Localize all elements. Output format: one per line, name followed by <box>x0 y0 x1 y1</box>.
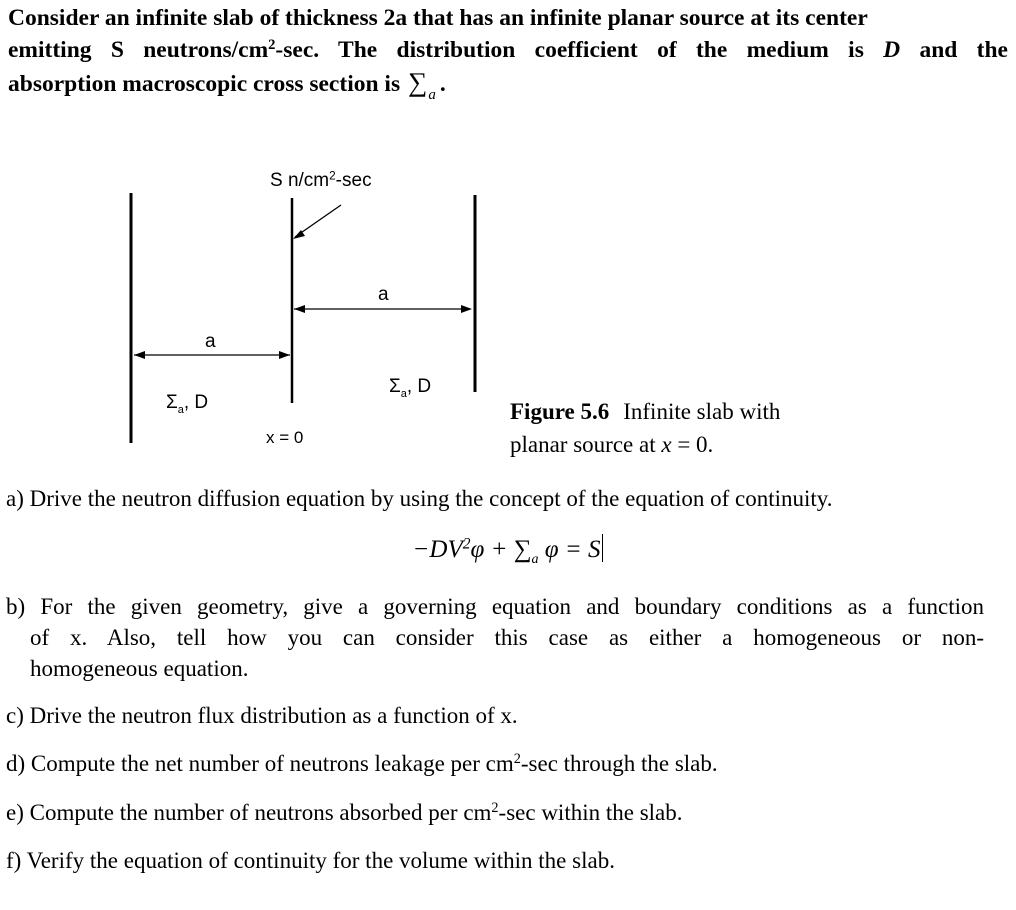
question-c <box>6 701 518 731</box>
equation-flux-symbol-2: φ <box>538 536 559 563</box>
equation-sigma-subscript: a <box>531 552 539 567</box>
right-medium-sigma-subscript: a <box>400 387 407 400</box>
left-half-thickness-label <box>205 331 216 353</box>
left-medium-diffusion: , D <box>183 392 209 413</box>
question-b-line-2: of x. Also, tell how you can consider this case as either a homogeneous or non- <box>30 625 984 650</box>
sigma-subscript: a <box>428 87 436 103</box>
question-d <box>6 749 718 779</box>
figure-caption <box>510 395 780 461</box>
origin-label-text: x = 0 <box>266 428 304 447</box>
right-dimension-arrowhead-left <box>294 305 305 313</box>
figure-caption-variable: x <box>661 432 672 457</box>
right-medium-properties <box>389 376 431 400</box>
problem-line-1 <box>8 2 1008 34</box>
sigma-symbol: ∑ <box>408 67 428 97</box>
problem-line-2-end: and the <box>900 37 1008 63</box>
figure-caption-text-3: = 0. <box>671 432 714 457</box>
figure-caption-text-2: planar source at <box>510 432 662 457</box>
question-b <box>6 591 984 684</box>
right-half-thickness-label <box>378 284 389 306</box>
left-medium-sigma-subscript: a <box>177 403 184 416</box>
figure-number: Figure 5.6 <box>510 399 610 424</box>
problem-statement <box>8 2 1008 103</box>
origin-label <box>266 428 303 448</box>
left-dimension-arrowhead-right <box>279 351 290 359</box>
question-c-text: c) Drive the neutron flux distribution as a function of x. <box>6 703 518 728</box>
text-cursor <box>602 534 603 562</box>
question-a-text: a) Drive the neutron diffusion equation by using the concept of the equation of continuity. <box>6 486 833 511</box>
figure-caption-text-1: Infinite slab with <box>623 399 781 424</box>
question-d-text-end: -sec through the slab. <box>520 751 718 776</box>
equation-plus: + <box>484 536 514 563</box>
equation-laplacian-power: 2 <box>462 535 471 553</box>
slab-diagram <box>0 150 1016 480</box>
problem-line-3 <box>8 66 1008 103</box>
figure-caption-line-2 <box>510 428 780 461</box>
problem-line-2 <box>8 34 1008 66</box>
left-medium-properties <box>166 392 208 416</box>
absorption-cross-section-symbol <box>408 66 436 103</box>
question-a <box>6 484 986 514</box>
problem-line-2-superscript: 2 <box>268 37 276 53</box>
right-medium-diffusion: , D <box>406 376 432 397</box>
question-f <box>6 846 615 876</box>
problem-line-3-period: . <box>439 71 446 97</box>
right-medium-sigma: Σ <box>389 376 401 397</box>
diffusion-coefficient-symbol: D <box>883 37 901 63</box>
problem-line-2-start: emitting S neutrons/cm <box>8 37 269 63</box>
right-half-thickness-text: a <box>378 284 389 305</box>
equation-source-term: = S <box>558 536 601 563</box>
figure-caption-line-1 <box>510 395 780 428</box>
equation-laplacian-term: −DV <box>412 536 463 563</box>
question-d-text: d) Compute the net number of neutrons leakage per cm <box>6 751 514 776</box>
right-dimension-arrowhead-right <box>461 305 472 313</box>
question-b-line-3: homogeneous equation. <box>30 656 249 681</box>
diffusion-equation <box>0 530 1016 580</box>
question-f-text: f) Verify the equation of continuity for the volume within the slab. <box>6 848 615 873</box>
left-dimension-arrowhead-left <box>134 351 145 359</box>
equation-flux-symbol: φ <box>470 536 485 563</box>
problem-line-1-text: Consider an infinite slab of thickness 2a that has an infinite planar source at its center <box>8 5 868 31</box>
source-strength-label <box>270 170 372 192</box>
question-e-superscript: 2 <box>491 800 499 817</box>
equation-sigma: ∑ <box>513 536 532 563</box>
question-e-text-end: -sec within the slab. <box>498 800 683 825</box>
problem-line-2-middle: -sec. The distribution coefficient of the medium is <box>275 37 884 63</box>
source-strength-unit: -sec <box>335 170 372 191</box>
problem-line-3-text: absorption macroscopic cross section is <box>8 71 401 97</box>
left-medium-sigma: Σ <box>166 392 178 413</box>
source-strength-text: S n/cm <box>270 170 330 191</box>
question-e-text: e) Compute the number of neutrons absorbed per cm <box>6 800 492 825</box>
question-b-line-1: b) For the given geometry, give a governing equation and boundary conditions as a function <box>6 594 984 619</box>
slab-figure <box>0 150 1016 480</box>
question-e <box>6 798 683 828</box>
source-strength-superscript: 2 <box>329 169 336 183</box>
left-half-thickness-text: a <box>205 331 216 352</box>
question-d-superscript: 2 <box>513 751 521 768</box>
